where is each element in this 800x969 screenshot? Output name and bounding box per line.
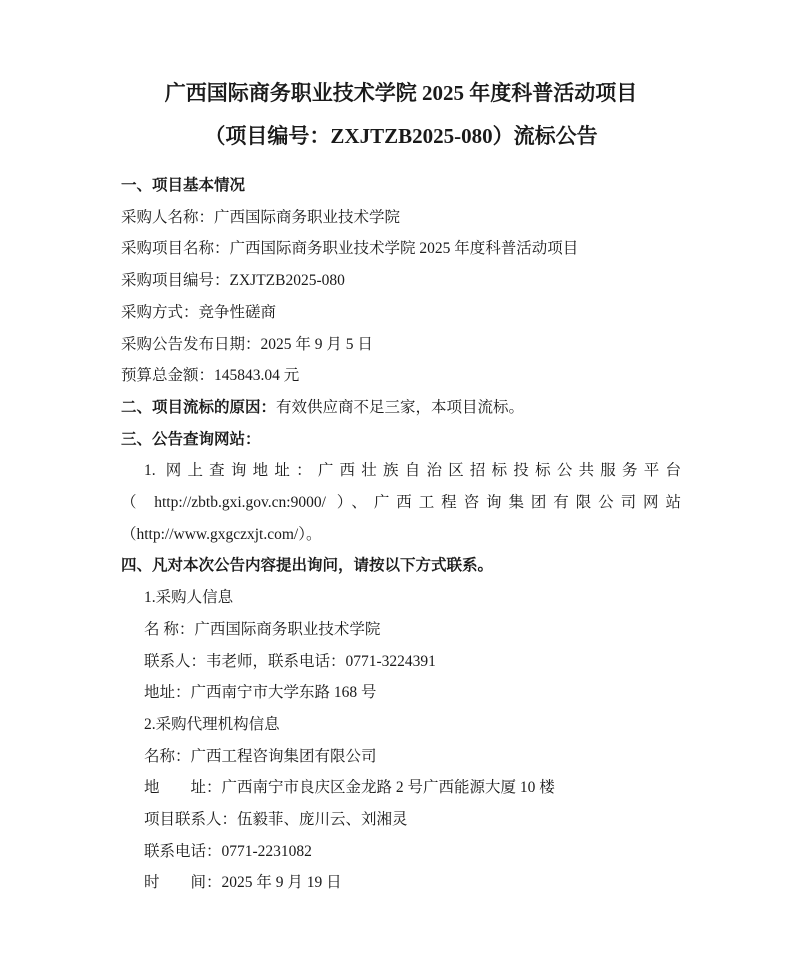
section2-reason-text: 有效供应商不足三家，本项目流标。 bbox=[276, 398, 525, 416]
field-value: 广西南宁市良庆区金龙路 2 号广西能源大厦 10 楼 bbox=[221, 779, 555, 797]
document-content bbox=[121, 0, 681, 899]
agency-info-heading: 2.采购代理机构信息 bbox=[144, 715, 280, 733]
title-line-1: 广西国际商务职业技术学院 2025 年度科普活动项目 bbox=[164, 81, 638, 105]
document-body bbox=[121, 170, 681, 899]
field-label: 地 址： bbox=[144, 779, 222, 797]
field-value: 伍毅菲、庞川云、刘湘灵 bbox=[237, 811, 408, 829]
field-label: 采购项目编号： bbox=[121, 272, 230, 290]
field-value: 广西国际商务职业技术学院 2025 年度科普活动项目 bbox=[229, 240, 579, 258]
field-label: 项目联系人： bbox=[144, 811, 238, 829]
agency-project-contacts bbox=[121, 804, 681, 836]
section4-heading: 四、凡对本次公告内容提出询问，请按以下方式联系。 bbox=[121, 557, 494, 575]
field-purchaser-name bbox=[121, 202, 681, 234]
agency-date bbox=[121, 867, 681, 899]
purchaser-name bbox=[121, 614, 681, 646]
field-label: 联系人： bbox=[144, 652, 207, 670]
field-value: 广西国际商务职业技术学院 bbox=[194, 620, 381, 638]
field-label: 时 间： bbox=[144, 874, 222, 892]
field-budget-total bbox=[121, 360, 681, 392]
purchaser-info-heading: 1.采购人信息 bbox=[144, 589, 234, 607]
field-value: 韦老师，联系电话：0771-3224391 bbox=[206, 652, 436, 670]
field-label: 名 称： bbox=[144, 620, 195, 638]
field-project-number bbox=[121, 265, 681, 297]
field-label: 联系电话： bbox=[144, 842, 222, 860]
section3-heading: 三、公告查询网站： bbox=[121, 430, 261, 448]
field-value: 145843.04 元 bbox=[214, 367, 300, 385]
section3-url-line-2: （http://www.gxgczxjt.com/）。 bbox=[121, 525, 322, 543]
field-label: 采购人名称： bbox=[121, 208, 215, 226]
field-value: 广西工程咨询集团有限公司 bbox=[190, 747, 377, 765]
document-title bbox=[121, 0, 681, 158]
agency-address bbox=[121, 772, 681, 804]
field-label: 采购方式： bbox=[121, 303, 199, 321]
title-line-2: （项目编号：ZXJTZB2025-080）流标公告 bbox=[204, 124, 598, 148]
purchaser-contact bbox=[121, 646, 681, 678]
purchaser-address bbox=[121, 677, 681, 709]
field-value: 广西国际商务职业技术学院 bbox=[214, 208, 401, 226]
section1-heading: 一、项目基本情况 bbox=[121, 177, 246, 194]
section2-heading bbox=[121, 392, 681, 424]
field-value: 竞争性磋商 bbox=[198, 303, 277, 321]
field-label: 预算总金额： bbox=[121, 367, 215, 385]
field-value: 2025 年 9 月 5 日 bbox=[260, 335, 373, 353]
section3-url-line-1: （ http://zbtb.gxi.gov.cn:9000/ ）、广西工程咨询集团有限公司网站 bbox=[121, 494, 681, 512]
agency-name bbox=[121, 741, 681, 773]
field-value: 广西南宁市大学东路 168 号 bbox=[190, 684, 377, 702]
field-label: 名称： bbox=[144, 747, 191, 765]
section3-query-address-line: 1. 网上查询地址：广西壮族自治区招标投标公共服务平台 bbox=[144, 462, 681, 480]
field-value: 2025 年 9 月 19 日 bbox=[221, 874, 342, 892]
field-value: 0771-2231082 bbox=[221, 842, 312, 860]
field-label: 地址： bbox=[144, 684, 191, 702]
agency-phone bbox=[121, 836, 681, 868]
field-label: 采购公告发布日期： bbox=[121, 335, 261, 353]
field-label: 采购项目名称： bbox=[121, 240, 230, 258]
field-procurement-method bbox=[121, 297, 681, 329]
section2-heading-label: 二、项目流标的原因： bbox=[121, 398, 277, 416]
field-announce-date bbox=[121, 329, 681, 361]
field-project-name bbox=[121, 233, 681, 265]
field-value: ZXJTZB2025-080 bbox=[229, 272, 345, 290]
